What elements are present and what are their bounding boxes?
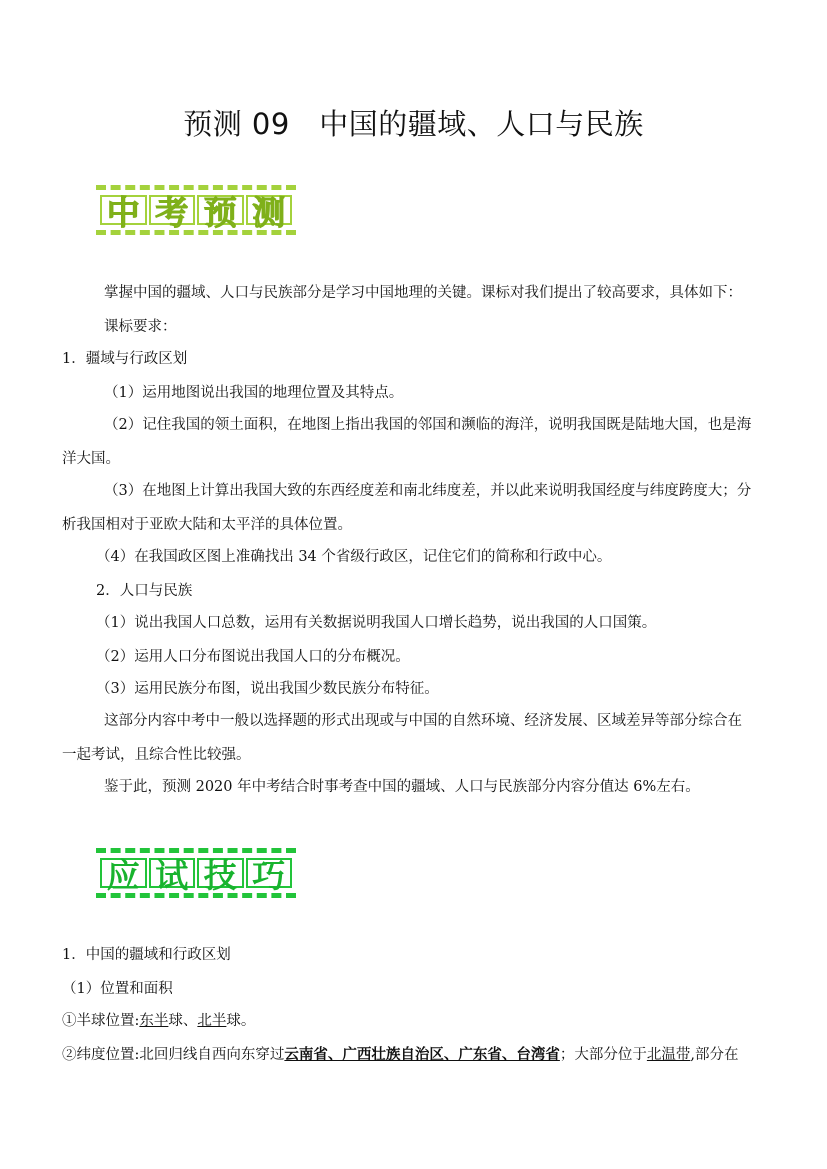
req-item: （3）运用民族分布图，说出我国少数民族分布特征。 [96, 681, 439, 697]
underlined-answer: 北温带 [646, 1047, 691, 1063]
heading-territory-division: 1．中国的疆域和行政区划 [62, 947, 231, 963]
text: ①半球位置: [62, 1013, 140, 1029]
heading-population: 2．人口与民族 [96, 583, 193, 599]
banner-char: 考 [149, 195, 196, 225]
req-item: （1）运用地图说出我国的地理位置及其特点。 [104, 385, 404, 401]
bold-underlined-answer: 云南省、广西壮族自治区、广东省、台湾省 [284, 1046, 560, 1063]
banner-char: 巧 [246, 858, 293, 888]
yingshi-jiqiao-banner [96, 848, 296, 898]
latitude-line [62, 1045, 739, 1065]
exam-paragraph: 这部分内容中考中一般以选择题的形式出现或与中国的自然环境、经济发展、区域差异等部分综合在 [104, 713, 742, 729]
page-title: 预测 09 中国的疆域、人口与民族 [183, 107, 644, 141]
heading-territory: 1．疆域与行政区划 [62, 351, 188, 367]
subheading-location-area: （1）位置和面积 [62, 981, 173, 997]
banner-char: 应 [100, 858, 147, 888]
hemisphere-line [62, 1011, 255, 1031]
req-item-cont: 洋大国。 [62, 451, 120, 467]
text: 球、 [168, 1013, 198, 1029]
banner-char: 中 [100, 195, 147, 225]
text: ,部分在 [690, 1047, 739, 1063]
req-item: （1）说出我国人口总数，运用有关数据说明我国人口增长趋势，说出我国的人口国策。 [96, 615, 657, 631]
banner-char: 预 [197, 195, 244, 225]
zhongkao-yuce-banner [96, 185, 296, 235]
underlined-answer: 北半 [197, 1013, 227, 1029]
text: ；大部分位于 [559, 1047, 647, 1063]
req-item: （2）运用人口分布图说出我国人口的分布概况。 [96, 649, 410, 665]
banner-char: 测 [246, 195, 293, 225]
requirements-label: 课标要求： [104, 319, 177, 335]
banner-char: 技 [197, 858, 244, 888]
banner-char: 试 [149, 858, 196, 888]
exam-paragraph-cont: 一起考试，且综合性比较强。 [62, 747, 251, 763]
req-item: （2）记住我国的领土面积，在地图上指出我国的邻国和濒临的海洋，说明我国既是陆地大国，也是海 [104, 417, 752, 433]
req-item: （4）在我国政区图上准确找出 34 个省级行政区，记住它们的简称和行政中心。 [96, 549, 612, 565]
underlined-answer: 东半 [139, 1013, 169, 1029]
req-item-cont: 析我国相对于亚欧大陆和太平洋的具体位置。 [62, 517, 352, 533]
req-item: （3）在地图上计算出我国大致的东西经度差和南北纬度差，并以此来说明我国经度与纬度跨度大；分 [104, 483, 752, 499]
intro-paragraph: 掌握中国的疆域、人口与民族部分是学习中国地理的关键。课标对我们提出了较高要求，具体如下： [104, 285, 742, 301]
text: 球。 [226, 1013, 256, 1029]
text: ②纬度位置:北回归线自西向东穿过 [62, 1047, 285, 1063]
prediction-paragraph: 鉴于此，预测 2020 年中考结合时事考查中国的疆域、人口与民族部分内容分值达 6%左右。 [104, 779, 700, 795]
